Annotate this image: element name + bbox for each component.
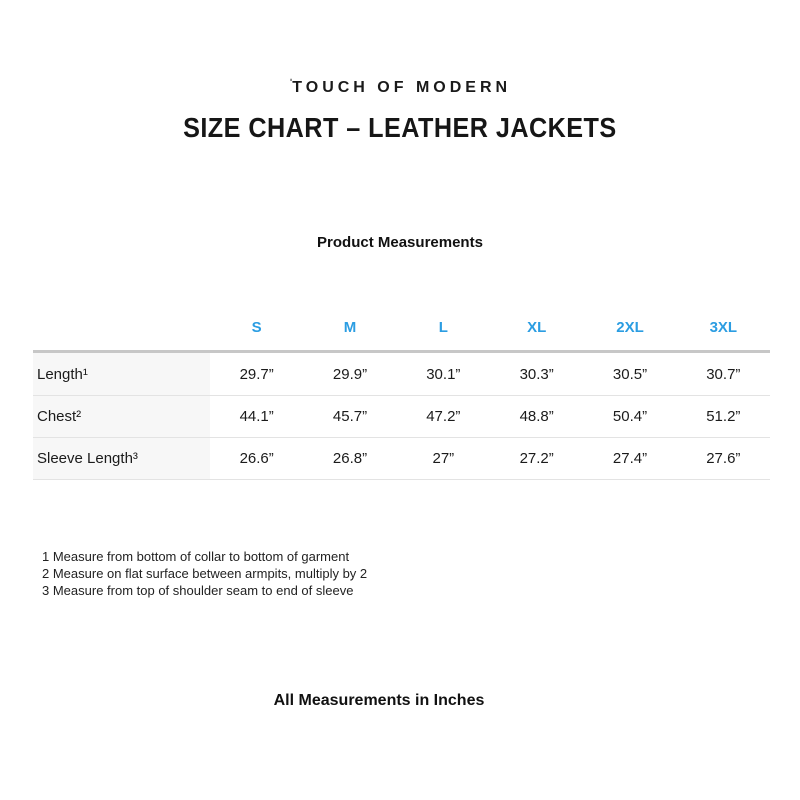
measurement-cell: 26.8” bbox=[332, 450, 368, 467]
measurement-cell: 30.5” bbox=[612, 365, 648, 383]
size-col-header-m: M bbox=[343, 319, 357, 336]
header-corner-cell bbox=[33, 305, 210, 350]
table-subtitle: Product Measurements bbox=[317, 234, 483, 251]
size-table-body bbox=[33, 350, 770, 480]
measurement-cell: 29.9” bbox=[332, 365, 368, 383]
footnote-1: 1 Measure from bottom of collar to bottom of garment bbox=[42, 549, 350, 564]
logo-tick-mark: ˈ bbox=[288, 76, 294, 91]
row-label-chest: Chest² bbox=[33, 396, 210, 437]
measurement-footnotes bbox=[42, 548, 367, 599]
table-row-length bbox=[33, 353, 770, 395]
measurement-cell: 27.2” bbox=[519, 450, 554, 467]
units-note: All Measurements in Inches bbox=[273, 692, 485, 709]
measurement-cell: 44.1” bbox=[239, 408, 274, 425]
size-col-header-l: L bbox=[438, 319, 448, 336]
measurement-cell: 30.7” bbox=[706, 365, 741, 383]
measurement-cell: 27.4” bbox=[612, 450, 648, 467]
measurement-cell: 51.2” bbox=[706, 408, 741, 425]
measurement-cell: 26.6” bbox=[239, 450, 274, 467]
measurement-cell: 29.7” bbox=[239, 365, 274, 383]
size-col-header-s: S bbox=[251, 319, 262, 336]
size-chart-table bbox=[33, 305, 770, 480]
row-label-sleeve-length: Sleeve Length³ bbox=[33, 438, 210, 479]
measurement-cell: 30.1” bbox=[426, 365, 461, 383]
row-label-length: Length¹ bbox=[33, 353, 210, 395]
brand-logo bbox=[0, 76, 800, 97]
measurement-cell: 45.7” bbox=[332, 408, 368, 425]
measurement-cell: 27” bbox=[432, 450, 455, 467]
size-col-header-xl: XL bbox=[527, 319, 547, 336]
page-title: SIZE CHART – LEATHER JACKETS bbox=[183, 112, 617, 143]
measurement-cell: 48.8” bbox=[519, 408, 554, 425]
table-row-sleeve-length bbox=[33, 437, 770, 479]
measurement-cell: 47.2” bbox=[426, 408, 461, 425]
size-header-row bbox=[33, 305, 770, 350]
size-col-header-2xl: 2XL bbox=[616, 319, 644, 336]
measurement-cell: 30.3” bbox=[519, 365, 554, 383]
measurement-cell: 50.4” bbox=[612, 408, 648, 425]
footnote-2: 2 Measure on flat surface between armpits, multiply by 2 bbox=[42, 566, 368, 581]
table-row-chest bbox=[33, 395, 770, 437]
size-col-header-3xl: 3XL bbox=[709, 319, 738, 336]
footnote-3: 3 Measure from top of shoulder seam to end of sleeve bbox=[42, 583, 354, 598]
brand-logo-text: TOUCH OF MODERN bbox=[292, 79, 512, 96]
measurement-cell: 27.6” bbox=[706, 450, 741, 467]
